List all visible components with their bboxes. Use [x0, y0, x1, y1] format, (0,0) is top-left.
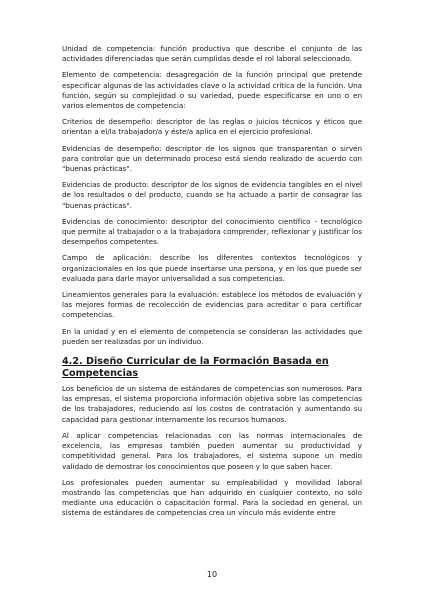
- section-paragraph: Al aplicar competencias relacionadas con las normas internacionales de excelencia, las empresas también pueden aumentar su productividad y competitividad general. Para los trabajadores, el sistema supone un medio validado de demostrar los conocimientos que poseen y lo que saben hacer.: [62, 430, 362, 471]
- page-number: 10: [206, 570, 218, 579]
- definition-lineamientos: Lineamientos generales para la evaluación: establece los métodos de evaluación y las mejores formas de recolección de evidencias para acreditar o para certificar competencias.: [62, 290, 362, 320]
- definition-note: En la unidad y en el elemento de competencia se consideran las actividades que pueden ser realizadas por un individuo.: [62, 326, 362, 346]
- section-paragraph: Los beneficios de un sistema de estándares de competencias son numerosos. Para las empresas, el sistema proporciona información objetiva sobre las competencias de los trabajadores, reduciendo así los costos de contratación y aumentando su capacidad para gestionar internamente los recursos humanos.: [62, 384, 362, 424]
- definition-criterios: Criterios de desempeño: descriptor de las reglas o juicios técnicos y éticos que orientan a el/la trabajador/a y éste/a aplica en el ejercicio profesional.: [62, 117, 362, 137]
- section-paragraph: Los profesionales pueden aumentar su empleabilidad y movilidad laboral mostrando las competencias que han adquirido en cualquier contexto, no sólo mediante una educación o capacitación formal. Para la sociedad en general, un sistema de estándares de competencias crea un vínculo más evidente entre: [62, 477, 362, 518]
- definition-evidencias-desempeno: Evidencias de desempeño: descriptor de los signos que transparentan o sirven para controlar que un determinado proceso está siendo realizado de acuerdo con "buenas prácticas".: [62, 143, 362, 174]
- definition-unidad: Unidad de competencia: función productiva que describe el conjunto de las actividades diferenciadas que serán cumplidas desde el rol laboral seleccionado.: [62, 44, 362, 64]
- section-heading: 4.2. Diseño Curricular de la Formación Basada en Competencias: [62, 356, 329, 380]
- definition-evidencias-producto: Evidencias de producto: descriptor de los signos de evidencia tangibles en el nivel de los resultados o del producto, cuando se ha actuado a partir de consagrar las "buenas prácticas".: [62, 180, 362, 210]
- definition-evidencias-conocimiento: Evidencias de conocimiento: descriptor del conocimiento científico - tecnológico que permite al trabajador o a la trabajadora comprender, reflexionar y justificar los desempeños competentes.: [62, 216, 362, 247]
- definition-campo-aplicacion: Campo de aplicación: describe los diferentes contextos tecnológicos y organizacionales en los que puede insertarse una persona, y en los que puede ser evaluada para darle mayor universalidad a sus competencias.: [62, 253, 362, 283]
- definition-elemento: Elemento de competencia: desagregación de la función principal que pretende especificar algunas de las actividades clave o la actividad crítica de la función. Una función, según su complejidad o su variedad, puede especificarse en uno o en varios elementos de competencia:: [62, 70, 362, 111]
- document-page: [62, 44, 362, 525]
